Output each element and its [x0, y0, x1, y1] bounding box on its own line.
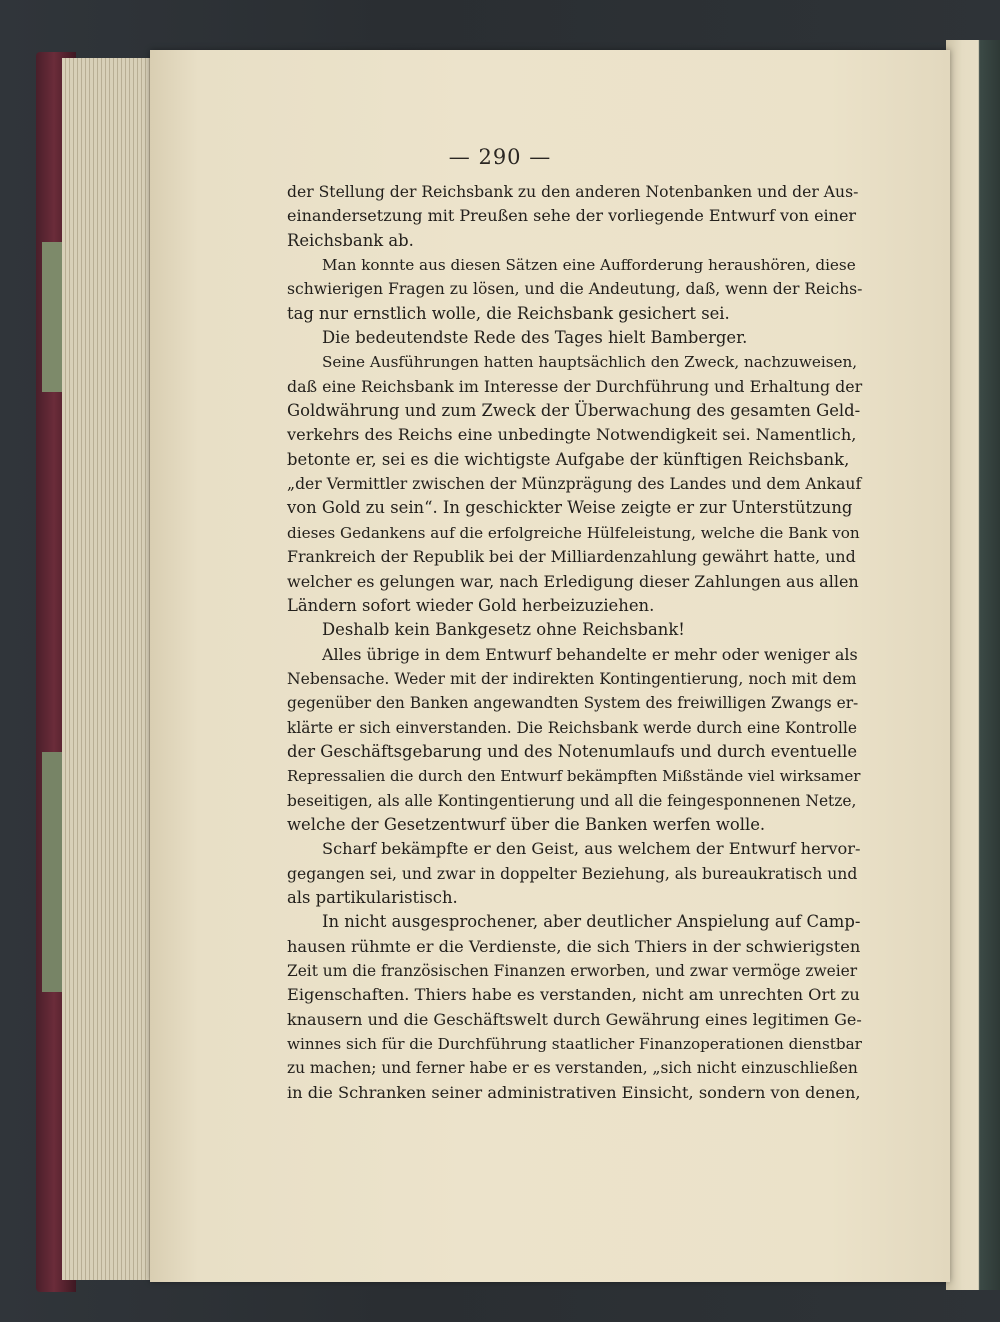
text-line: verkehrs des Reichs eine unbedingte Notwendigkeit sei. Namentlich, — [287, 425, 857, 445]
body-text — [287, 180, 862, 1105]
text-line: Eigenschaften. Thiers habe es verstanden, nicht am unrechten Ort zu — [287, 985, 860, 1005]
text-line: knausern und die Geschäftswelt durch Gewährung eines legitimen Ge- — [287, 1009, 862, 1029]
text-line: Nebensache. Weder mit der indirekten Kontingentierung, noch mit dem — [287, 669, 857, 688]
text-line: Goldwährung und zum Zweck der Überwachung des gesamten Geld- — [287, 401, 861, 421]
text-line: tag nur ernstlich wolle, die Reichsbank gesichert sei. — [287, 303, 730, 323]
text-line: Reichsbank ab. — [287, 230, 414, 250]
text-line: Ländern sofort wieder Gold herbeizuziehen. — [287, 595, 655, 615]
text-line: betonte er, sei es die wichtigste Aufgabe der künftigen Reichsbank, — [287, 449, 850, 469]
text-line: Scharf bekämpfte er den Geist, aus welchem der Entwurf hervor- — [322, 839, 861, 859]
text-line: Man konnte aus diesen Sätzen eine Aufforderung heraushören, diese — [322, 256, 856, 275]
text-line: schwierigen Fragen zu lösen, und die Andeutung, daß, wenn der Reichs- — [287, 280, 863, 299]
book-cover-right — [946, 40, 1000, 1290]
text-line: beseitigen, als alle Kontingentierung und all die feingesponnenen Netze, — [287, 791, 857, 810]
text-line: welche der Gesetzentwurf über die Banken werfen wolle. — [287, 814, 766, 834]
text-line: gegenüber den Banken angewandten System des freiwilligen Zwangs er- — [287, 694, 859, 713]
text-line: von Gold zu sein“. In geschickter Weise zeigte er zur Unterstützung — [287, 498, 853, 518]
text-line: Zeit um die französischen Finanzen erworben, und zwar vermöge zweier — [287, 962, 858, 980]
text-line: dieses Gedankens auf die erfolgreiche Hülfeleistung, welche die Bank von — [287, 523, 860, 542]
page-number: — 290 — — [448, 145, 552, 169]
text-line: Frankreich der Republik bei der Milliardenzahlung gewährt hatte, und — [287, 547, 856, 567]
text-line: gegangen sei, und zwar in doppelter Beziehung, als bureaukratisch und — [287, 864, 858, 883]
text-line: in die Schranken seiner administrativen Einsicht, sondern von denen, — [287, 1082, 861, 1102]
page-edges — [62, 58, 153, 1280]
cover-patch — [42, 242, 64, 392]
text-line: Seine Ausführungen hatten hauptsächlich den Zweck, nachzuweisen, — [322, 353, 858, 372]
text-line: „der Vermittler zwischen der Münzprägung des Landes und dem Ankauf — [287, 475, 862, 494]
text-line: der Geschäftsgebarung und des Notenumlaufs und durch eventuelle — [287, 741, 858, 761]
text-line: hausen rühmte er die Verdienste, die sich Thiers in der schwierigsten — [287, 936, 861, 956]
text-line: einandersetzung mit Preußen sehe der vorliegende Entwurf von einer — [287, 206, 857, 226]
text-line: Alles übrige in dem Entwurf behandelte er mehr oder weniger als — [322, 644, 858, 664]
text-line: welcher es gelungen war, nach Erledigung dieser Zahlungen aus allen — [287, 571, 859, 591]
text-line: der Stellung der Reichsbank zu den anderen Notenbanken und der Aus- — [287, 183, 859, 201]
text-line: Deshalb kein Bankgesetz ohne Reichsbank! — [322, 620, 685, 640]
cover-patch — [42, 752, 64, 992]
text-line: als partikularistisch. — [287, 887, 458, 907]
text-line: klärte er sich einverstanden. Die Reichsbank werde durch eine Kontrolle — [287, 718, 857, 737]
text-line: daß eine Reichsbank im Interesse der Durchführung und Erhaltung der — [287, 376, 863, 396]
text-line: zu machen; und ferner habe er es verstanden, „sich nicht einzuschließen — [287, 1059, 858, 1078]
text-line: winnes sich für die Durchführung staatlicher Finanzoperationen dienstbar — [287, 1035, 862, 1054]
text-line: Die bedeutendste Rede des Tages hielt Bamberger. — [322, 328, 748, 348]
text-line: In nicht ausgesprochener, aber deutlicher Anspielung auf Camp- — [322, 912, 861, 932]
text-line: Repressalien die durch den Entwurf bekämpften Mißstände viel wirksamer — [287, 767, 861, 786]
